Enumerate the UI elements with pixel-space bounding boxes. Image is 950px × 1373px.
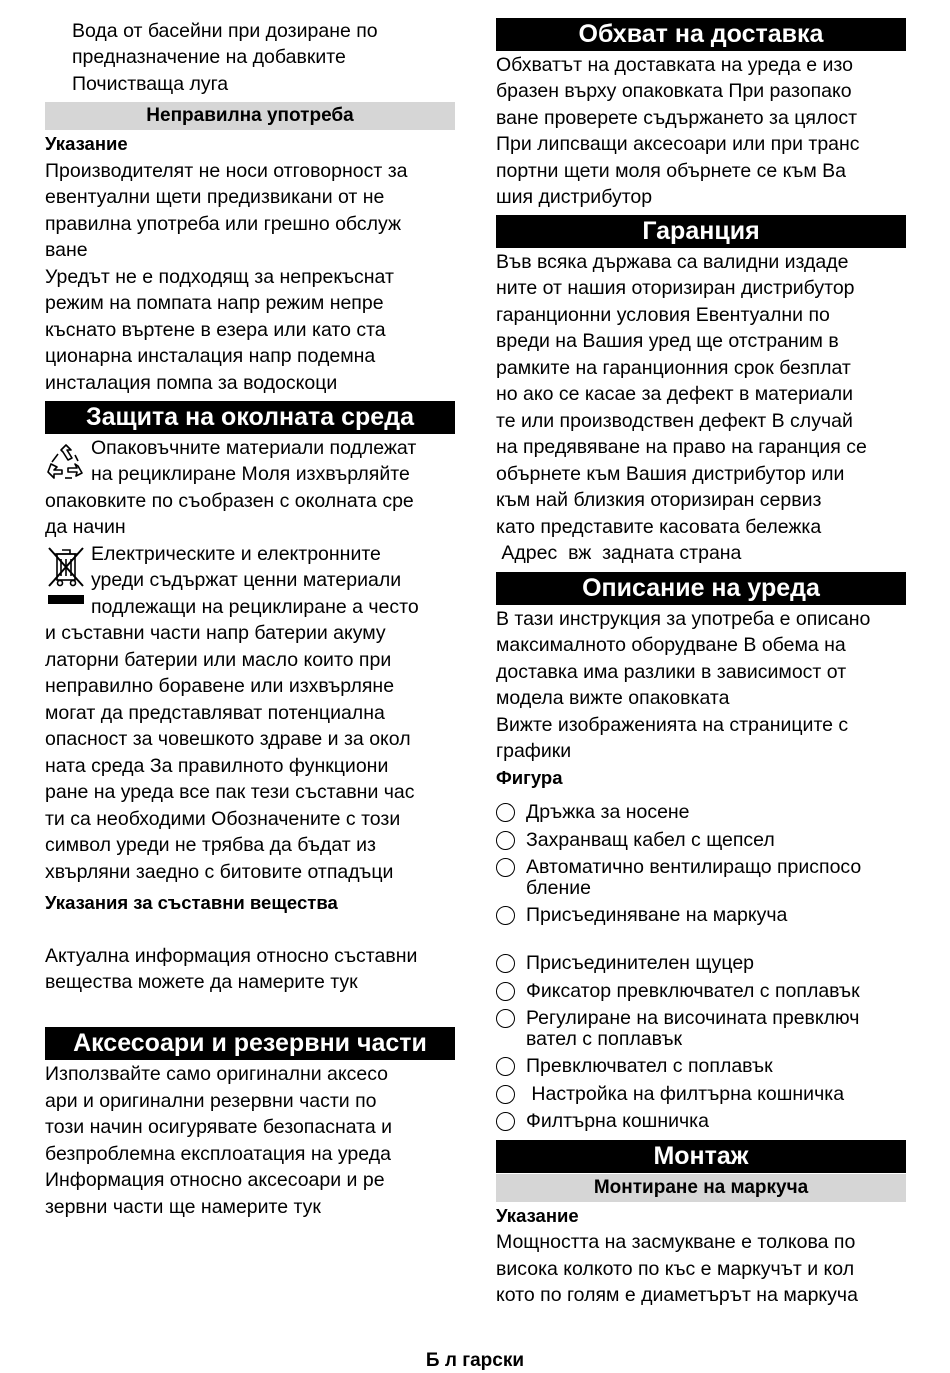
text-line: къснато въртене в езера или като ста: [45, 319, 386, 341]
text-line: но ако се касае за дефект в материали: [496, 383, 853, 405]
text-line: В тази инструкция за употреба е описано: [496, 608, 871, 630]
text-line: Адрес вж задната страна: [496, 542, 742, 564]
text-line: като представите касовата бележка: [496, 516, 822, 538]
circle-marker-icon: [496, 1009, 515, 1028]
circle-marker-icon: [496, 1057, 515, 1076]
text-line: този начин осигурявате безопасната и: [45, 1116, 393, 1138]
text-line: ните от нашия оторизиран дистрибутор: [496, 277, 855, 299]
text-line: инсталация помпа за водоскоци: [45, 372, 338, 394]
text-line: уреди съдържат ценни материали: [91, 569, 402, 591]
text-line: опаковките по съобразен с околната сре: [45, 490, 414, 512]
text-line: шия дистрибутор: [496, 186, 653, 208]
text-line: Опаковъчните материали подлежат: [91, 437, 417, 459]
text-line: символ уреди не трябва да бъдат из: [45, 834, 376, 856]
page-footer-language: Б л гарски: [425, 1350, 525, 1371]
circle-marker-icon: [496, 982, 515, 1001]
text-line: хвърляни заедно с битовите отпадъци: [45, 861, 394, 883]
text-line: зервни части ще намерите тук: [45, 1196, 321, 1218]
text-line: опасност за човешкото здраве и за окол: [45, 728, 411, 750]
text-line: модела вижте опаковката: [496, 687, 730, 709]
text-line: вреди на Вашия уред ще отстраним в: [496, 330, 839, 352]
intro-line: предназначение на добавките: [72, 46, 346, 68]
text-line: Обхватът на доставката на уреда е изо: [496, 54, 853, 76]
text-line: максималното оборудване В обема на: [496, 634, 846, 656]
text-line: обърнете към Вашия дистрибутор или: [496, 463, 845, 485]
accessories-heading: Аксесоари и резервни части: [45, 1027, 455, 1060]
text-line: висока колкото по къс е маркучът и кол: [496, 1258, 855, 1280]
delivery-heading: Обхват на доставка: [496, 18, 906, 51]
text-line: ари и оригинални резервни части по: [45, 1090, 377, 1112]
circle-marker-icon: [496, 858, 515, 877]
text-line: правилна употреба или грешно обслуж: [45, 213, 402, 235]
text-line: на предявяване на право на гаранция се: [496, 436, 867, 458]
text-line: ване проверете съдържането за цялост: [496, 107, 858, 129]
circle-marker-icon: [496, 954, 515, 973]
text-line: да начин: [45, 516, 126, 538]
text-line: доставка има разлики в зависимост от: [496, 661, 847, 683]
circle-marker-icon: [496, 906, 515, 925]
text-line: При липсващи аксесоари или при транс: [496, 133, 860, 155]
text-line: ване: [45, 239, 88, 261]
description-heading: Описание на уреда: [496, 572, 906, 605]
text-line: подлежащи на рециклиране а често: [91, 596, 419, 618]
text-line: ране на уреда все пак тези съставни час: [45, 781, 415, 803]
warranty-heading: Гаранция: [496, 215, 906, 248]
intro-line: Вода от басейни при дозиране по: [72, 20, 378, 42]
note-label: Указание: [496, 1205, 579, 1226]
circle-marker-icon: [496, 803, 515, 822]
text-line: безпроблемна експлоатация на уреда: [45, 1143, 391, 1165]
text-line: гаранционни условия Евентуални по: [496, 304, 830, 326]
text-line: рамките на гаранционния срок безплат: [496, 357, 851, 379]
note-label: Указание: [45, 133, 128, 154]
text-line: и съставни части напр батерии акуму: [45, 622, 386, 644]
text-line: Във всяка държава са валидни издаде: [496, 251, 849, 273]
text-line: кото по голям е диаметърът на маркуча: [496, 1284, 858, 1306]
text-line: Използвайте само оригинални аксесо: [45, 1063, 389, 1085]
improper-use-heading: Неправилна употреба: [45, 102, 455, 130]
figure-label: Фигура: [496, 767, 563, 788]
text-line: латорни батерии или масло които при: [45, 649, 392, 671]
text-line: режим на помпата напр режим непре: [45, 292, 384, 314]
text-line: Информация относно аксесоари и ре: [45, 1169, 385, 1191]
text-line: Актуална информация относно съставни: [45, 945, 418, 967]
hose-mounting-heading: Монтиране на маркуча: [496, 1174, 906, 1202]
text-line: ционарна инсталация напр подемна: [45, 345, 376, 367]
text-line: Уредът не е подходящ за непрекъснат: [45, 266, 394, 288]
text-line: Електрическите и електронните: [91, 543, 381, 565]
circle-marker-icon: [496, 831, 515, 850]
text-line: ната среда За правилното функциони: [45, 755, 389, 777]
circle-marker-icon: [496, 1085, 515, 1104]
text-line: вещества можете да намерите тук: [45, 971, 358, 993]
text-line: Вижте изображенията на страниците с: [496, 714, 849, 736]
text-line: към най близкия оторизиран сервиз: [496, 489, 822, 511]
text-line: Мощността на засмукване е толкова по: [496, 1231, 856, 1253]
text-line: неправилно боравене или изхвърляне: [45, 675, 395, 697]
text-line: графики: [496, 740, 572, 762]
text-line: те или производствен дефект В случай: [496, 410, 853, 432]
text-line: Производителят не носи отговорност за: [45, 160, 408, 182]
intro-line: Почистваща луга: [72, 73, 229, 95]
text-line: портни щети моля обърнете се към Ва: [496, 160, 847, 182]
text-line: бразен върху опаковката При разопако: [496, 80, 852, 102]
substances-label: Указания за съставни вещества: [45, 892, 338, 913]
assembly-heading: Монтаж: [496, 1140, 906, 1173]
circle-marker-icon: [496, 1112, 515, 1131]
text-line: ти са необходими Обозначените с този: [45, 808, 401, 830]
text-line: евентуални щети предизвикани от не: [45, 186, 385, 208]
environment-heading: Защита на околната среда: [45, 401, 455, 434]
text-line: на рециклиране Моля изхвърляйте: [91, 463, 410, 485]
text-line: могат да представляват потенциална: [45, 702, 385, 724]
